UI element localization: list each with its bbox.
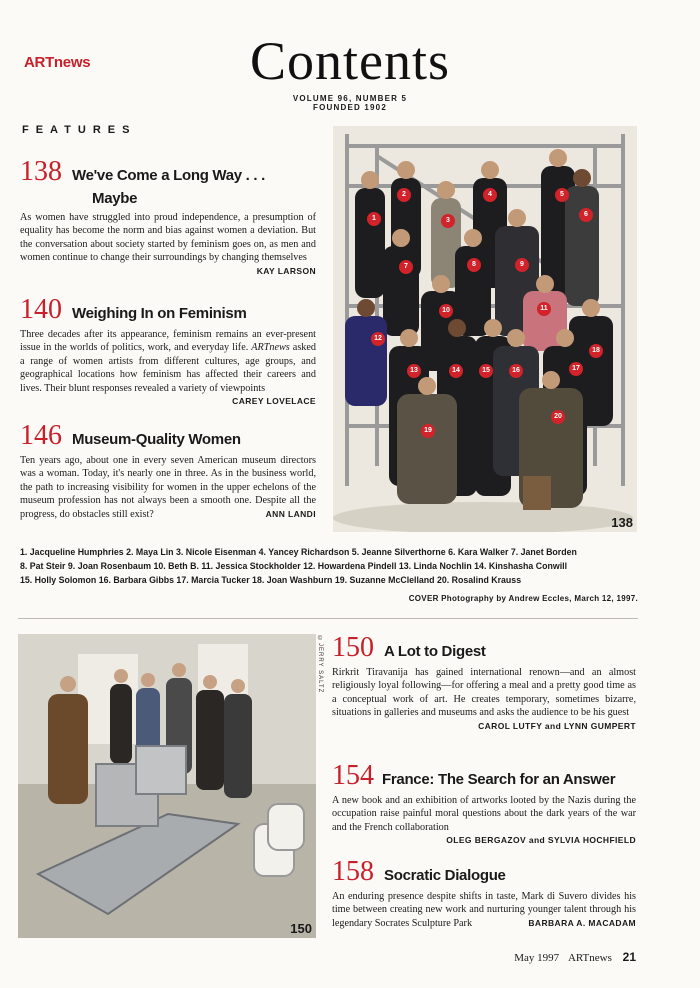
article-summary-text: Rirkrit Tiravanija has gained international renown—and an almost religiously loyal following—for offering a meal and a pretty good time as a conceptual work of art. He creates temporary, sometimes bizarre, situations in galleries and museums and asks the audience to be his guest [332, 667, 636, 719]
article-138[interactable] [20, 158, 316, 278]
article-158[interactable] [332, 858, 636, 930]
person-marker-17: 17 [569, 362, 583, 376]
person-marker-10: 10 [439, 304, 453, 318]
caption-line: 1. Jacqueline Humphries 2. Maya Lin 3. Nicole Eisenman 4. Yancey Richardson 5. Jeanne Silverthorne 6. Kara Walker 7. Janet Borden [20, 547, 577, 557]
article-heading [20, 158, 316, 186]
person-marker-6: 6 [579, 208, 593, 222]
article-headline: Museum-Quality Women [72, 431, 241, 448]
article-summary [20, 211, 316, 278]
article-byline: CAREY LOVELACE [232, 396, 316, 407]
article-byline: ANN LANDI [265, 508, 316, 519]
person-marker-4: 4 [483, 188, 497, 202]
article-byline: KAY LARSON [256, 265, 316, 276]
article-headline: We've Come a Long Way . . . [72, 167, 266, 184]
article-headline-continued: Maybe [92, 190, 138, 207]
article-heading [332, 762, 636, 790]
article-page-number: 158 [332, 856, 374, 887]
person-marker-5: 5 [555, 188, 569, 202]
article-summary [332, 890, 636, 930]
article-summary [20, 328, 316, 408]
gallery-photo-illustration [18, 634, 316, 938]
person-marker-3: 3 [441, 214, 455, 228]
divider [18, 618, 638, 619]
article-summary-text-start: Three decades after its appearance, feminism remains an ever-present issue in the worlds of politics, work, and everyday life. [20, 329, 316, 354]
person-marker-2: 2 [397, 188, 411, 202]
article-150[interactable] [332, 634, 636, 733]
page-title: Contents [249, 31, 450, 91]
article-146[interactable] [20, 422, 316, 521]
volume-info [0, 94, 700, 112]
article-heading [332, 634, 636, 662]
article-heading [20, 296, 316, 324]
article-summary [332, 794, 636, 848]
article-summary-text: An enduring presence despite shifts in taste, Mark di Suvero divides his time between creating new work and nurturing younger talent through his legendary Socrates Sculpture Park [332, 891, 636, 929]
founded-year: FOUNDED 1902 [313, 103, 387, 112]
issue-date: May 1997 [514, 952, 560, 964]
person-marker-20: 20 [551, 410, 565, 424]
article-heading [20, 422, 316, 450]
article-page-number: 138 [20, 156, 62, 187]
article-page-number: 150 [332, 632, 374, 663]
article-headline: Weighing In on Feminism [72, 305, 247, 322]
caption-line: 15. Holly Solomon 16. Barbara Gibbs 17. Marcia Tucker 18. Joan Washburn 19. Suzanne McClelland 20. Rosalind Krauss [20, 575, 522, 585]
person-marker-11: 11 [537, 302, 551, 316]
photo-caption [20, 545, 640, 587]
photo-credit: ©JERRY SALTZ [317, 636, 323, 694]
article-summary-text: Ten years ago, about one in every seven American museum directors was a woman. Today, it's nearly one in three. As in the business world, the path to increasing visibility for women in the upper echelons of the museum profession has not always been a smooth one. Despite all the progress, do obstacles still exist? [20, 455, 316, 520]
person-marker-12: 12 [371, 332, 385, 346]
person-marker-13: 13 [407, 364, 421, 378]
article-byline: BARBARA A. MACADAM [528, 917, 636, 928]
person-marker-7: 7 [399, 260, 413, 274]
article-byline: OLEG BERGAZOV and SYLVIA HOCHFIELD [446, 835, 636, 846]
article-summary-text: asked a range of women artists from different cultures, age groups, and geographical locations how feminism has affected their careers and lives. Their blunt responses revealed a variety of viewpoints [20, 342, 316, 394]
volume-number: VOLUME 96, NUMBER 5 [292, 94, 408, 103]
article-byline: CAROL LUTFY and LYNN GUMPERT [478, 720, 636, 731]
brand-logo: ARTnews [24, 54, 91, 71]
article-summary [332, 666, 636, 733]
person-marker-9: 9 [515, 258, 529, 272]
article-summary-italic: ARTnews [251, 342, 290, 354]
article-summary-text: As women have struggled into proud independence, a presumption of equality has become the norm and bias against women a deviation. But the conversation about society started by feminism goes on, as men and women continue to change their surroundings by changing themselves [20, 212, 316, 264]
article-140[interactable] [20, 296, 316, 408]
photo-page-number: 150 [290, 921, 312, 936]
person-marker-18: 18 [589, 344, 603, 358]
person-marker-16: 16 [509, 364, 523, 378]
article-summary [20, 454, 316, 521]
gallery-photo[interactable] [18, 634, 316, 938]
section-label: FEATURES [22, 124, 137, 136]
person-marker-14: 14 [449, 364, 463, 378]
article-page-number: 140 [20, 294, 62, 325]
article-154[interactable] [332, 762, 636, 848]
article-headline: A Lot to Digest [384, 643, 486, 660]
article-heading [332, 858, 636, 886]
person-marker-15: 15 [479, 364, 493, 378]
article-page-number: 146 [20, 420, 62, 451]
page-number: 21 [622, 950, 636, 964]
person-marker-8: 8 [467, 258, 481, 272]
photo-page-number: 138 [611, 515, 633, 530]
cover-credit: COVER Photography by Andrew Eccles, March 12, 1997. [408, 594, 638, 603]
group-photo-illustration [333, 126, 637, 532]
article-headline: France: The Search for an Answer [382, 771, 616, 788]
page-footer [514, 950, 636, 964]
caption-line: 8. Pat Steir 9. Joan Rosenbaum 10. Beth B. 11. Jessica Stockholder 12. Howardena Pindell 13. Linda Nochlin 14. Kinshasha Conwill [20, 561, 568, 571]
article-page-number: 154 [332, 760, 374, 791]
person-marker-1: 1 [367, 212, 381, 226]
article-summary-text: A new book and an exhibition of artworks looted by the Nazis during the occupation raise painful moral questions about the dark years of the war and the French collaboration [332, 795, 636, 833]
article-headline: Socratic Dialogue [384, 867, 506, 884]
cover-group-photo[interactable] [333, 126, 637, 532]
footer-brand: ARTnews [567, 952, 612, 964]
person-marker-19: 19 [421, 424, 435, 438]
